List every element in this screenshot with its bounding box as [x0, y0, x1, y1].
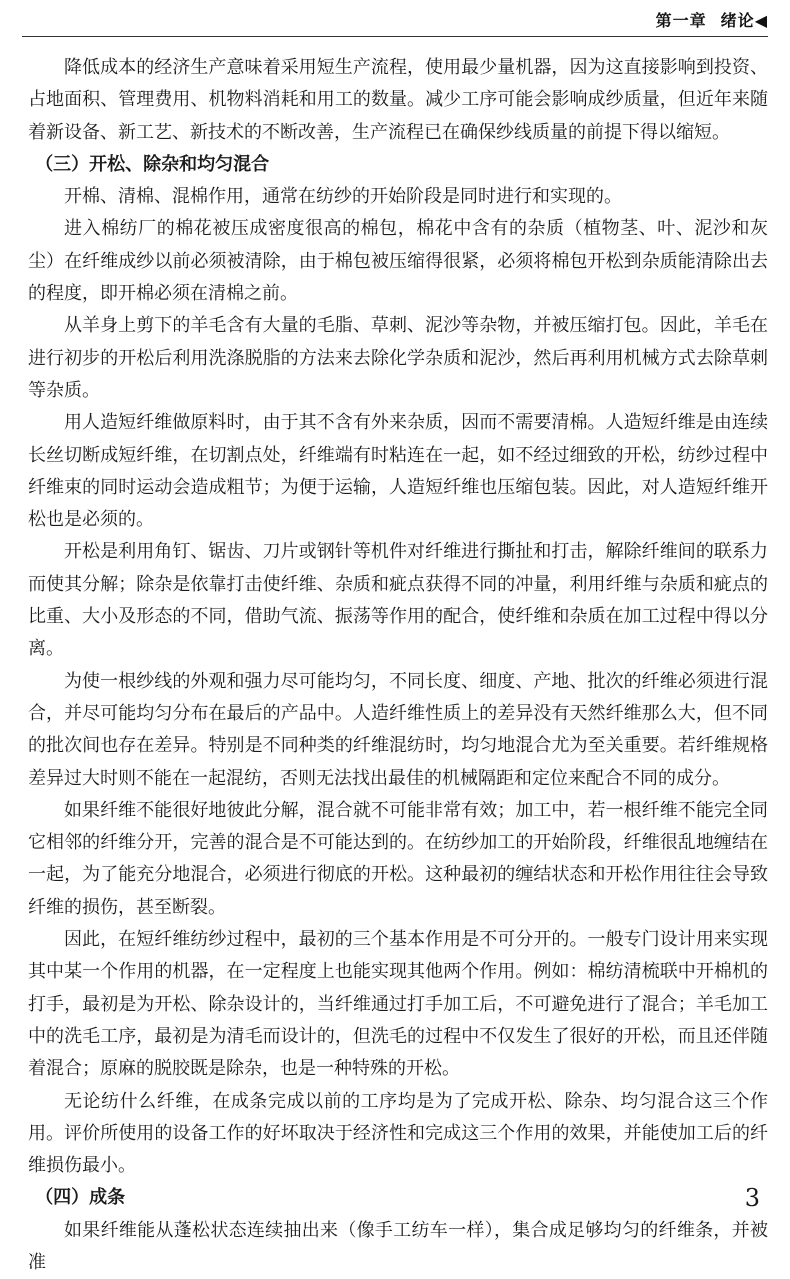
paragraph: 为使一根纱线的外观和强力尽可能均匀，不同长度、细度、产地、批次的纤维必须进行混合，并尽可能均匀分布在最后的产品中。人造纤维性质上的差异没有天然纤维那么大，但不同的批次间也存在差异。特别是不同种类的纤维混纺时，均匀地混合尤为至关重要。若纤维规格差异过大时则不能在一起混纺，否则无法找出最佳的机械隔距和定位来配合不同的成分。: [28, 670, 768, 789]
paragraph: 从羊身上剪下的羊毛含有大量的毛脂、草刺、泥沙等杂物，并被压缩打包。因此，羊毛在进行初步的开松后利用洗涤脱脂的方法来去除化学杂质和泥沙，然后再利用机械方式去除草刺等杂质。: [28, 315, 768, 401]
paragraph: 用人造短纤维做原料时，由于其不含有外来杂质，因而不需要清棉。人造短纤维是由连续长丝切断成短纤维，在切割点处，纤维端有时粘连在一起，如不经过细致的开松，纺纱过程中纤维束的同时运动会造成粗节；为便于运输，人造短纤维也压缩包装。因此，对人造短纤维开松也是必须的。: [28, 412, 768, 531]
paragraph: 如果纤维不能很好地彼此分解，混合就不可能非常有效；加工中，若一根纤维不能完全同它相邻的纤维分开，完善的混合是不可能达到的。在纺纱加工的开始阶段，纤维很乱地缠结在一起，为了能充分地混合，必须进行彻底的开松。这种最初的缠结状态和开松作用往往会导致纤维的损伤，甚至断裂。: [28, 799, 768, 918]
paragraph: 开松是利用角钉、锯齿、刀片或钢针等机件对纤维进行撕扯和打击，解除纤维间的联系力而使其分解；除杂是依靠打击使纤维、杂质和疵点获得不同的冲量，利用纤维与杂质和疵点的比重、大小及形态的不同，借助气流、振荡等作用的配合，使纤维和杂质在加工过程中得以分离。: [28, 541, 768, 660]
chapter-title: 绪论: [720, 11, 755, 30]
header-rule: [22, 36, 768, 37]
paragraph: 因此，在短纤维纺纱过程中，最初的三个基本作用是不可分开的。一般专门设计用来实现其中某一个作用的机器，在一定程度上也能实现其他两个作用。例如：棉纺清梳联中开棉机的打手，最初是为开松、除杂设计的，当纤维通过打手加工后，不可避免进行了混合；羊毛加工中的洗毛工序，最初是为清毛而设计的，但洗毛的过程中不仅发生了很好的开松，而且还伴随着混合；原麻的脱胶既是除杂，也是一种特殊的开松。: [28, 929, 768, 1080]
running-header: [656, 8, 768, 31]
paragraph: 降低成本的经济生产意味着采用短生产流程，使用最少量机器，因为这直接影响到投资、占地面积、管理费用、机物料消耗和用工的数量。减少工序可能会影响成纱质量，但近年来随着新设备、新工艺、新技术的不断改善，生产流程已在确保纱线质量的前提下得以缩短。: [28, 57, 768, 143]
paragraph: 如果纤维能从蓬松状态连续抽出来（像手工纺车一样），集合成足够均匀的纤维条，并被准: [28, 1219, 768, 1273]
page-body: [28, 52, 768, 1279]
page-number: 3: [744, 1184, 760, 1212]
triangle-left-icon: ◀: [754, 11, 768, 30]
section-heading-sliver-forming: （四）成条: [35, 1187, 126, 1209]
chapter-label: 第一章: [655, 11, 707, 30]
section-heading-opening-cleaning-mixing: （三）开松、除杂和均匀混合: [35, 153, 270, 175]
paragraph: 开棉、清棉、混棉作用，通常在纺纱的开始阶段是同时进行和实现的。: [64, 186, 622, 208]
paragraph: 进入棉纺厂的棉花被压成密度很高的棉包，棉花中含有的杂质（植物茎、叶、泥沙和灰尘）在纤维成纱以前必须被清除，由于棉包被压缩得很紧，必须将棉包开松到杂质能清除出去的程度，即开棉必须在清棉之前。: [28, 218, 768, 305]
paragraph: 无论纺什么纤维，在成条完成以前的工序均是为了完成开松、除杂、均匀混合这三个作用。评价所使用的设备工作的好坏取决于经济性和完成这三个作用的效果，并能使加工后的纤维损伤最小。: [28, 1090, 768, 1177]
